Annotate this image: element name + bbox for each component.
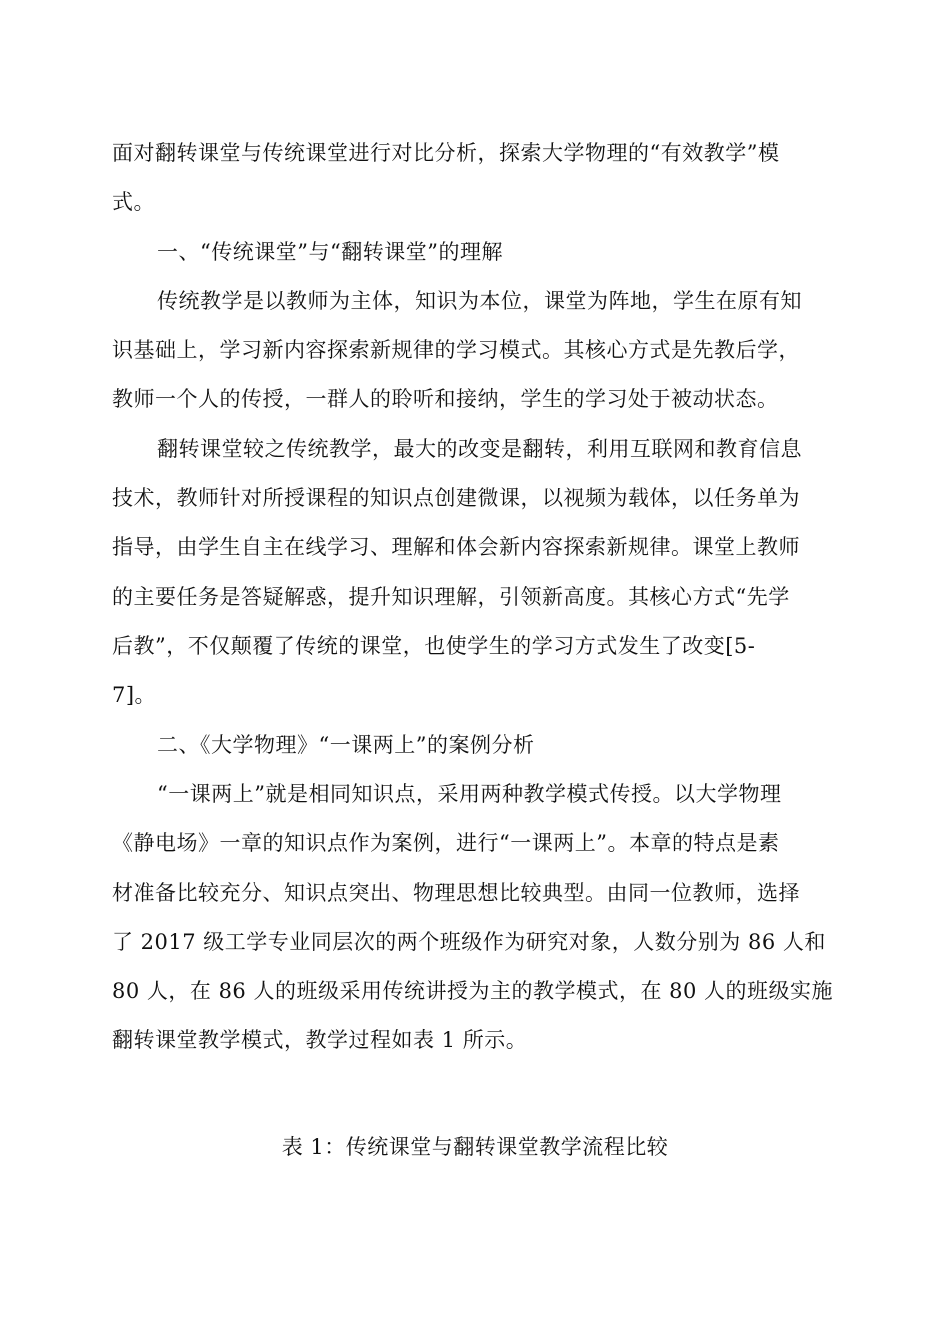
paragraph-line: “一课两上”就是相同知识点，采用两种教学模式传授。以大学物理 <box>157 782 782 806</box>
section-heading-1: 一、“传统课堂”与“翻转课堂”的理解 <box>157 240 503 264</box>
paragraph-line: 式。 <box>112 190 155 214</box>
paragraph-line: 技术，教师针对所授课程的知识点创建微课，以视频为载体，以任务单为 <box>112 486 800 510</box>
paragraph-line: 80 人，在 86 人的班级采用传统讲授为主的教学模式，在 80 人的班级实施 <box>112 979 834 1003</box>
paragraph-line: 材准备比较充分、知识点突出、物理思想比较典型。由同一位教师，选择 <box>112 881 800 905</box>
paragraph-line: 了 2017 级工学专业同层次的两个班级作为研究对象，人数分别为 86 人和 <box>112 930 826 954</box>
paragraph-line: 传统教学是以教师为主体，知识为本位，课堂为阵地，学生在原有知 <box>157 289 802 313</box>
paragraph-line: 后教”，不仅颠覆了传统的课堂，也使学生的学习方式发生了改变[5- <box>112 634 756 658</box>
paragraph-line: 教师一个人的传授，一群人的聆听和接纳，学生的学习处于被动状态。 <box>112 387 779 411</box>
paragraph-line: 识基础上，学习新内容探索新规律的学习模式。其核心方式是先教后学， <box>112 338 800 362</box>
paragraph-line: 《静电场》一章的知识点作为案例，进行“一课两上”。本章的特点是素 <box>112 831 780 855</box>
paragraph-line: 翻转课堂教学模式，教学过程如表 1 所示。 <box>112 1028 528 1052</box>
paragraph-line: 面对翻转课堂与传统课堂进行对比分析，探索大学物理的“有效教学”模 <box>112 141 780 165</box>
paragraph-line: 的主要任务是答疑解惑，提升知识理解，引领新高度。其核心方式“先学 <box>112 585 790 609</box>
paragraph-line: 7]。 <box>112 683 157 707</box>
table-caption: 表 1：传统课堂与翻转课堂教学流程比较 <box>281 1135 669 1159</box>
section-heading-2: 二、《大学物理》“一课两上”的案例分析 <box>157 733 535 757</box>
paragraph-line: 指导，由学生自主在线学习、理解和体会新内容探索新规律。课堂上教师 <box>112 535 800 559</box>
paragraph-line: 翻转课堂较之传统教学，最大的改变是翻转，利用互联网和教育信息 <box>157 437 802 461</box>
